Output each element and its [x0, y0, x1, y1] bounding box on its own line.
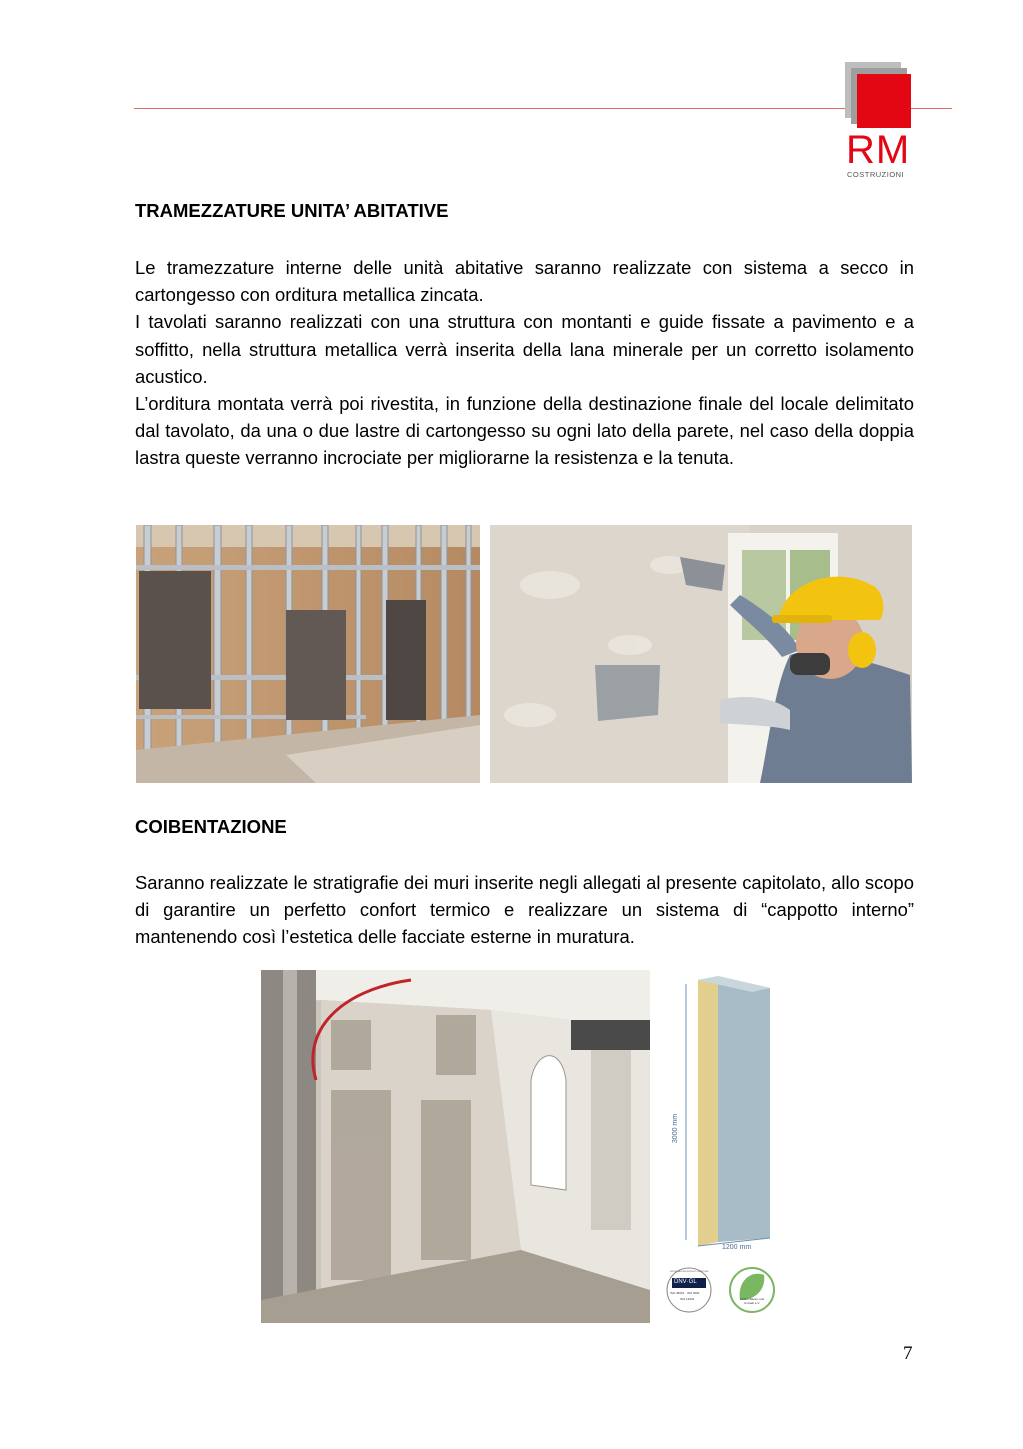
panel-width-label: 1200 mm	[722, 1244, 752, 1251]
dnvgl-badge-brand: DNV·GL	[674, 1279, 697, 1285]
page-number: 7	[903, 1343, 913, 1364]
paragraph: Saranno realizzate le stratigrafie dei muri inserite negli allegati al presente capitolato, allo scopo di garantire un perfetto confort termico e realizzare un sistema di “cappotto interno” mantenendo così l’estetica delle facciate esterne in muratura.	[135, 872, 914, 948]
section-heading-tramezzature: TRAMEZZATURE UNITA’ ABITATIVE	[135, 200, 449, 221]
section-body-tramezzature	[135, 254, 914, 472]
photo-insulated-wall-room	[261, 970, 650, 1323]
photo-metal-stud-framing	[136, 525, 480, 783]
paragraph: L’orditura montata verrà poi rivestita, in funzione della destinazione finale del locale delimitato dal tavolato, da una o due lastre di cartongesso su ogni lato della parete, nel caso della doppia lastra queste verranno incrociate per migliorarne la resistenza e la tenuta.	[135, 393, 914, 469]
ibu-badge-text: Institut Bauen und Umwelt e.V.	[739, 1297, 765, 1305]
insulation-panel-diagram	[662, 970, 787, 1322]
dnvgl-badge-iso2: ISO 14001	[680, 1297, 695, 1301]
header-rule	[134, 108, 952, 109]
paragraph: Le tramezzature interne delle unità abitative saranno realizzate con sistema a secco in cartongesso con orditura metallica zincata.	[135, 257, 914, 306]
dnvgl-badge-iso: ISO 45001 · ISO 9001	[670, 1291, 700, 1295]
section-body-coibentazione	[135, 869, 914, 951]
section-heading-coibentazione: COIBENTAZIONE	[135, 816, 287, 837]
paragraph: I tavolati saranno realizzati con una struttura con montanti e guide fissate a pavimento e a soffitto, nella struttura metallica verrà inserita della lana minerale per un corretto isolamento acustico.	[135, 311, 914, 387]
dnvgl-badge-text: CERTIFICAZIONE SISTEMI DI GESTIONE	[669, 1271, 709, 1273]
photo-worker-plastering	[490, 525, 912, 783]
panel-height-label: 3000 mm	[672, 1113, 680, 1144]
logo-letters: RM	[846, 128, 911, 172]
logo-subtitle: COSTRUZIONI	[847, 170, 905, 179]
company-logo	[843, 60, 923, 180]
